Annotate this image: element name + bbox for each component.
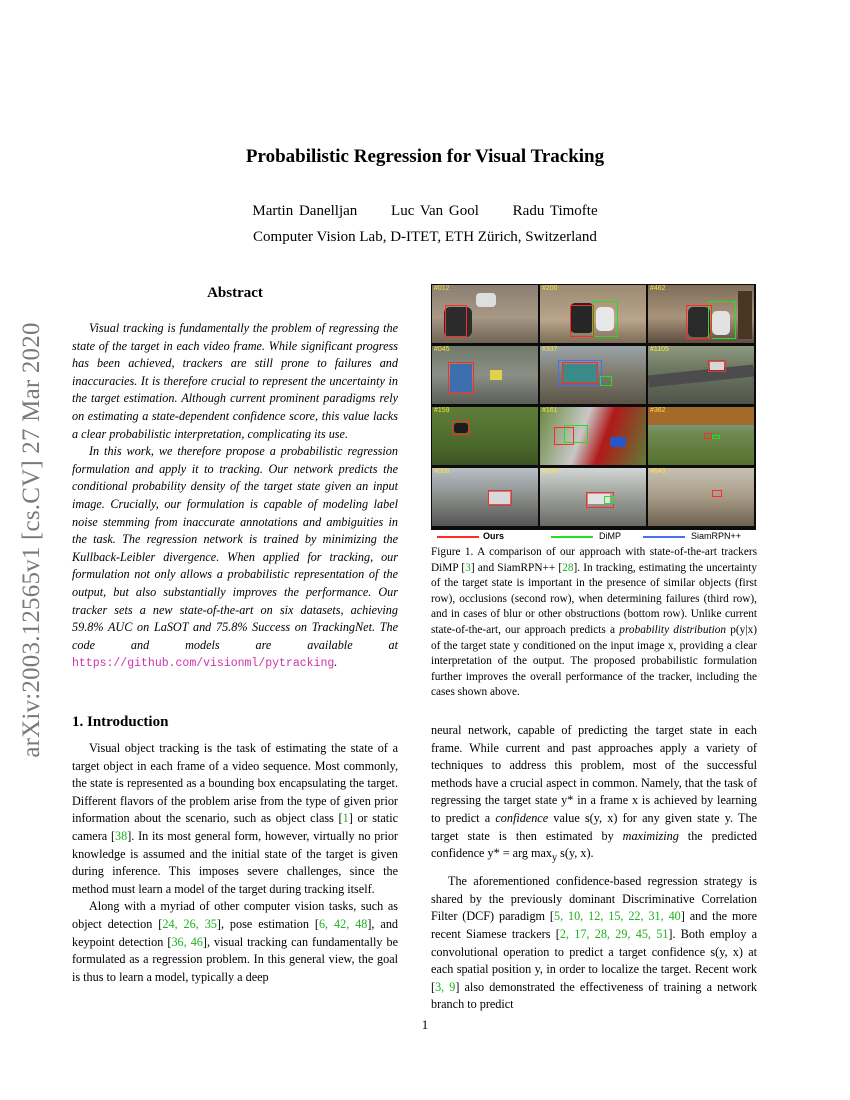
text-run: The aforementioned confidence-based regression strategy is shared by the previously dominant Discriminative Correlation Filter (DCF) paradigm [ bbox=[431, 874, 757, 924]
frame-id: #643 bbox=[650, 468, 666, 475]
bbox-dimp bbox=[708, 301, 736, 339]
figure-1-image-grid bbox=[431, 284, 756, 530]
emphasis: maximizing bbox=[622, 828, 679, 843]
frame-tile bbox=[648, 285, 754, 343]
bbox-ours bbox=[562, 362, 598, 384]
frame-tile bbox=[540, 346, 646, 404]
affiliation: Computer Vision Lab, D-ITET, ETH Zürich, Switzerland bbox=[253, 229, 597, 245]
frame-id: #362 bbox=[650, 407, 666, 414]
citation-link[interactable]: 1 bbox=[342, 811, 349, 826]
frame-tile bbox=[432, 346, 538, 404]
citation-link[interactable]: 3, 9 bbox=[435, 979, 456, 994]
right-paragraph-1 bbox=[431, 722, 757, 867]
text-run: ] and SiamRPN++ [ bbox=[470, 561, 563, 574]
frame-id: #006 bbox=[434, 468, 450, 475]
citation-link[interactable]: 36, 46 bbox=[171, 934, 203, 949]
frame-tile bbox=[648, 346, 754, 404]
frame-id: #200 bbox=[542, 285, 558, 292]
text-run: Figure 1. A comparison of our approach with state-of-the-art trackers DiMP [ bbox=[431, 546, 757, 574]
frame-id: #337 bbox=[542, 346, 558, 353]
bbox-ours bbox=[712, 490, 722, 497]
abstract-paragraph: Visual tracking is fundamentally the problem of regressing the state of the target in each video frame. While significant progress has been achieved, trackers are still prone to failures and inaccuracies. It is therefore crucial to represent the uncertainty in the target estimation. Although current prominent paradigms rely on estimating a state-dependent confidence score, this value lacks a clear probabilistic interpretation, complicating its use. bbox=[72, 321, 398, 441]
arxiv-stamp-text: arXiv:2003.12565v1 [cs.CV] 27 Mar 2020 bbox=[18, 322, 45, 758]
frame-tile bbox=[432, 285, 538, 343]
bbox-ours bbox=[452, 421, 470, 435]
frame-id: #161 bbox=[542, 407, 558, 414]
emphasis: confidence bbox=[495, 810, 549, 825]
intro-paragraph-1 bbox=[72, 740, 398, 898]
legend-label-siamrpn: SiamRPN++ bbox=[691, 531, 742, 541]
citation-link[interactable]: 5, 10, 12, 15, 22, 31, 40 bbox=[553, 909, 681, 924]
page-number: 1 bbox=[421, 1017, 429, 1032]
text-run: Visual object tracking is the task of estimating the state of a target object in each frame of a video sequence. Most commonly, the state is represented as a bounding box encapsulating the target. Different flavors of the problem arise from the type of given prior information about the scenario, such as object class [ bbox=[72, 741, 398, 826]
text-run: ] and the more recent Siamese trackers [ bbox=[431, 909, 757, 941]
paper-title: Probabilistic Regression for Visual Tracking bbox=[245, 146, 605, 167]
abstract-end: . bbox=[334, 655, 338, 670]
subscript: y bbox=[552, 852, 558, 864]
legend-swatch-ours bbox=[437, 536, 479, 538]
citation-link[interactable]: 24, 26, 35 bbox=[162, 916, 217, 931]
abstract-heading: Abstract bbox=[207, 285, 263, 301]
text-run: ] or static camera [ bbox=[72, 811, 398, 843]
citation-link[interactable]: 38 bbox=[115, 828, 128, 843]
bbox-dimp bbox=[604, 496, 614, 504]
text-run: value s(y, x) for any given state y. The target state is then estimated by bbox=[431, 810, 757, 843]
text-run: p(y|x) of the target state y conditioned on the input image x, providing a clear interpretation of the output. The proposed probabilistic formulation further improves the overall performance of the tracker, including the cases shown above. bbox=[431, 623, 758, 699]
citation-link[interactable]: 6, 42, 48 bbox=[318, 916, 368, 931]
text-run: neural network, capable of predicting the target state in each frame. While current and past approaches apply a variety of techniques to address this problem, most of the successful methods have a crucial aspect in common. Namely, that the task of regressing the target state y* in a frame x is achieved by learning to predict a bbox=[431, 723, 757, 825]
frame-tile bbox=[432, 468, 538, 526]
author-name: Martin Danelljan bbox=[252, 203, 358, 219]
frame-id: #1105 bbox=[650, 346, 669, 353]
bbox-ours bbox=[570, 305, 594, 337]
text-run: ]. In tracking, estimating the uncertainty of the target state is important in the presence of similar objects (first row), occlusions (second row), when determining failures (third row), and in cases of blur or other obstructions (bottom row). Unlike current state-of-the-art, our approach predicts a bbox=[431, 561, 757, 636]
figure-1-caption bbox=[431, 545, 757, 701]
figure-legend bbox=[431, 530, 756, 544]
text-run: ], pose estimation [ bbox=[216, 916, 319, 931]
caption-paragraph bbox=[431, 545, 757, 701]
bbox-ours bbox=[686, 305, 712, 339]
arxiv-stamp bbox=[2, 300, 62, 780]
text-run: ], and keypoint detection [ bbox=[72, 916, 399, 949]
bbox-ours bbox=[708, 360, 726, 372]
citation-link[interactable]: 28 bbox=[562, 561, 574, 574]
legend-swatch-dimp bbox=[551, 536, 593, 538]
right-paragraph-2 bbox=[431, 873, 757, 1014]
abstract-paragraph-2 bbox=[72, 443, 398, 673]
text-run: ]. Both employ a convolutional operation to predict a target confidence s(y, x) at each spatial position y, in order to localize the target. Recent work [ bbox=[431, 926, 757, 994]
frame-id: #012 bbox=[434, 285, 450, 292]
frame-id: #159 bbox=[434, 407, 450, 414]
text-run: ]. In its most general form, however, virtually no prior knowledge is assumed and the initial state of the target is given during inference. This imposes severe challenges, since the method must learn a model of the target during tracking itself. bbox=[72, 828, 398, 896]
text-run: Along with a myriad of other computer vision tasks, such as object detection [ bbox=[72, 899, 398, 931]
bbox-ours bbox=[445, 305, 467, 337]
introduction-body bbox=[72, 740, 398, 986]
text-run: ] also demonstrated the effectiveness of training a network branch to predict bbox=[431, 979, 758, 1012]
abstract-body bbox=[72, 320, 398, 673]
frame-id: #462 bbox=[650, 285, 666, 292]
text-run: s(y, x). bbox=[557, 846, 594, 861]
text-run: the predicted confidence y* = arg max bbox=[431, 828, 757, 861]
bbox-dimp bbox=[712, 435, 720, 439]
text-run: ], visual tracking can fundamentally be formulated as a regression problem. In this general view, the goal is thus to learn a model, typically a deep bbox=[72, 934, 398, 984]
frame-tile bbox=[540, 407, 646, 465]
author-name: Luc Van Gool bbox=[391, 203, 479, 219]
bbox-ours bbox=[554, 427, 574, 445]
citation-link[interactable]: 3 bbox=[465, 561, 471, 574]
bbox-ours bbox=[448, 362, 474, 394]
frame-tile bbox=[540, 285, 646, 343]
citation-link[interactable]: 2, 17, 28, 29, 45, 51 bbox=[559, 926, 669, 941]
frame-tile bbox=[648, 468, 754, 526]
legend-label-dimp: DiMP bbox=[599, 531, 621, 541]
emphasis: probability distribution bbox=[619, 623, 727, 636]
frame-tile bbox=[540, 468, 646, 526]
code-link[interactable]: https://github.com/visionml/pytracking bbox=[72, 657, 335, 671]
bbox-ours bbox=[488, 490, 512, 506]
frame-id: #045 bbox=[434, 346, 450, 353]
bbox-ours bbox=[704, 433, 712, 439]
frame-tile bbox=[432, 407, 538, 465]
author-name: Radu Timofte bbox=[512, 203, 598, 219]
frame-tile bbox=[648, 407, 754, 465]
bbox-dimp bbox=[592, 301, 618, 337]
section-heading-introduction: 1. Introduction bbox=[72, 714, 169, 730]
legend-swatch-siamrpn bbox=[643, 536, 685, 538]
frame-id: #196 bbox=[542, 468, 558, 475]
abstract-text: In this work, we therefore propose a probabilistic regression formulation and apply it to tracking. Our network predicts the conditional probability density of the target state given an input image. Crucially, our formulation is capable of modeling label noise stemming from inaccurate annotations and ambiguities in the task. The regression network is trained by minimizing the Kullback-Leibler divergence. When applied for tracking, our formulation not only allows a probabilistic representation of the output, but also substantially improves the performance. Our tracker sets a new state-of-the-art on six datasets, achieving 59.8% AUC on LaSOT and 75.8% Success on TrackingNet. The code and models are available at bbox=[72, 444, 398, 652]
introduction-continued bbox=[431, 722, 757, 1014]
author-list bbox=[0, 203, 850, 220]
bbox-dimp bbox=[600, 376, 612, 386]
legend-label-ours: Ours bbox=[483, 531, 505, 541]
intro-paragraph-2 bbox=[72, 898, 398, 986]
